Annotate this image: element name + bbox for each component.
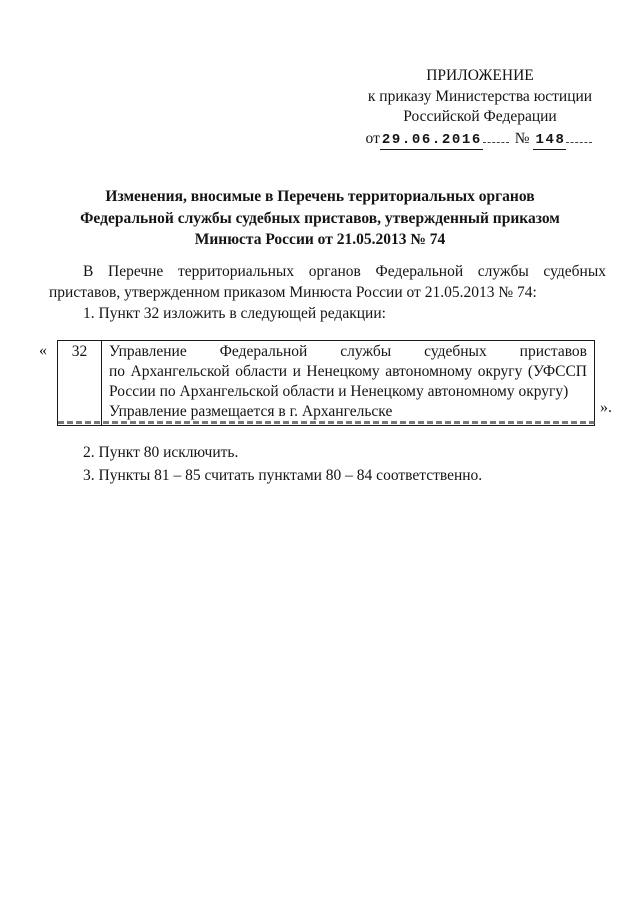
country-line: Российской Федерации (403, 108, 557, 125)
list-item-1: 1. Пункт 32 изложить в следующей редакции: (83, 305, 386, 322)
order-date-value: 29.06.2016 (381, 131, 482, 148)
date-prefix: от (365, 129, 380, 147)
table-bottom-scan-smudge (58, 421, 595, 424)
body-paragraph (49, 261, 606, 324)
close-quote-mark: ». (600, 399, 612, 416)
list-item-2: 2. Пункт 80 исключить. (83, 444, 239, 461)
table-cell-number: 32 (58, 341, 102, 426)
number-sign: № (514, 129, 530, 147)
order-reference-line: к приказу Министерства юстиции (367, 87, 593, 105)
cell-line-3: России по Архангельской области и Ненецкому автономному округу) (109, 383, 569, 400)
amendment-items (49, 441, 606, 487)
date-underline-tail (483, 131, 509, 143)
document-title (24, 186, 616, 251)
open-quote-mark: « (39, 342, 47, 359)
cell-line-1: Управление Федеральной службы судебных приставов (109, 343, 587, 360)
appendix-label: ПРИЛОЖЕНИЕ (426, 67, 534, 84)
order-number-value: 148 (535, 131, 566, 148)
cell-line-2: по Архангельской области и Ненецкому автономному округу (УФССП (109, 363, 587, 380)
order-date-line (350, 129, 610, 151)
table-row (58, 341, 595, 426)
amendment-table (57, 340, 595, 426)
list-item-3: 3. Пункты 81 – 85 считать пунктами 80 – 84 соответственно. (83, 467, 483, 484)
title-line-3: Минюста России от 21.05.2013 № 74 (194, 231, 446, 248)
cell-line-4: Управление размещается в г. Архангельске (109, 403, 393, 420)
appendix-header (350, 66, 610, 150)
number-underline-tail (566, 131, 592, 143)
title-line-1: Изменения, вносимые в Перечень территориальных органов (105, 188, 535, 205)
table-cell-text (102, 341, 595, 426)
title-line-2: Федеральной службы судебных приставов, утвержденный приказом (80, 209, 560, 227)
paragraph-line-2: приставов, утвержденном приказом Минюста России от 21.05.2013 № 74: (49, 284, 537, 301)
paragraph-line-1: В Перечне территориальных органов Федеральной службы судебных (83, 263, 606, 280)
